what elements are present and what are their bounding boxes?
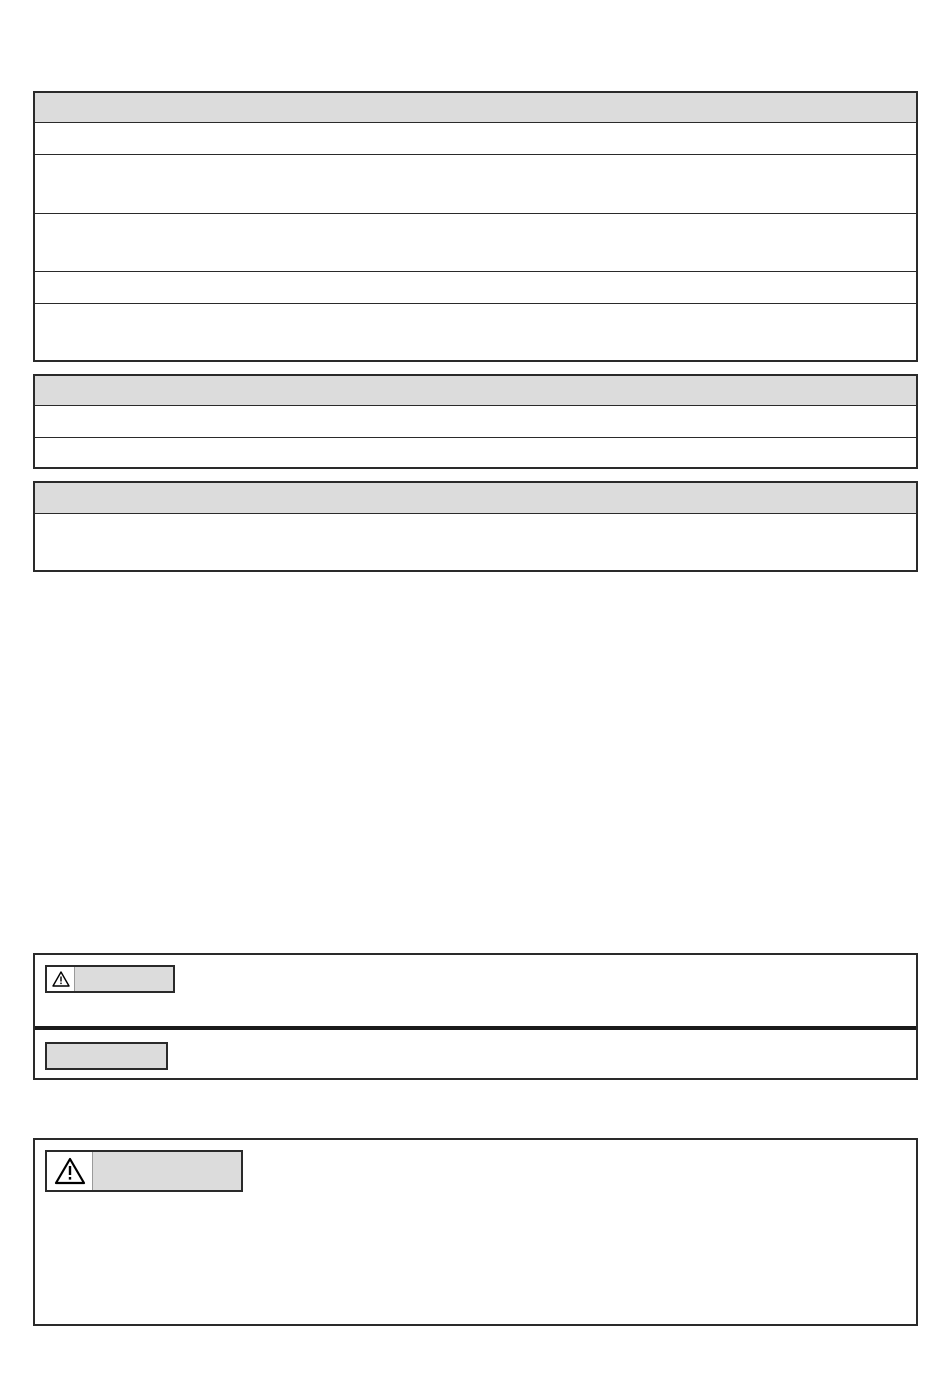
warning-triangle-icon bbox=[47, 1152, 93, 1190]
table-row bbox=[35, 437, 916, 467]
warning-label bbox=[45, 1150, 243, 1192]
spec-table-3 bbox=[33, 481, 918, 572]
table-row bbox=[35, 271, 916, 303]
note-label bbox=[45, 1042, 168, 1070]
warning-notice bbox=[33, 1138, 918, 1326]
spec-table-2 bbox=[33, 374, 918, 469]
table-row bbox=[35, 122, 916, 154]
spec-table-1 bbox=[33, 91, 918, 362]
table-row bbox=[35, 303, 916, 360]
notice-divider bbox=[35, 1026, 916, 1030]
table-header bbox=[35, 93, 916, 122]
warning-triangle-icon bbox=[47, 967, 75, 991]
table-header bbox=[35, 376, 916, 405]
table-row bbox=[35, 154, 916, 213]
caution-notice bbox=[33, 953, 918, 1080]
table-row bbox=[35, 405, 916, 437]
table-row bbox=[35, 513, 916, 570]
caution-label bbox=[45, 965, 175, 993]
table-row bbox=[35, 213, 916, 271]
table-header bbox=[35, 483, 916, 513]
